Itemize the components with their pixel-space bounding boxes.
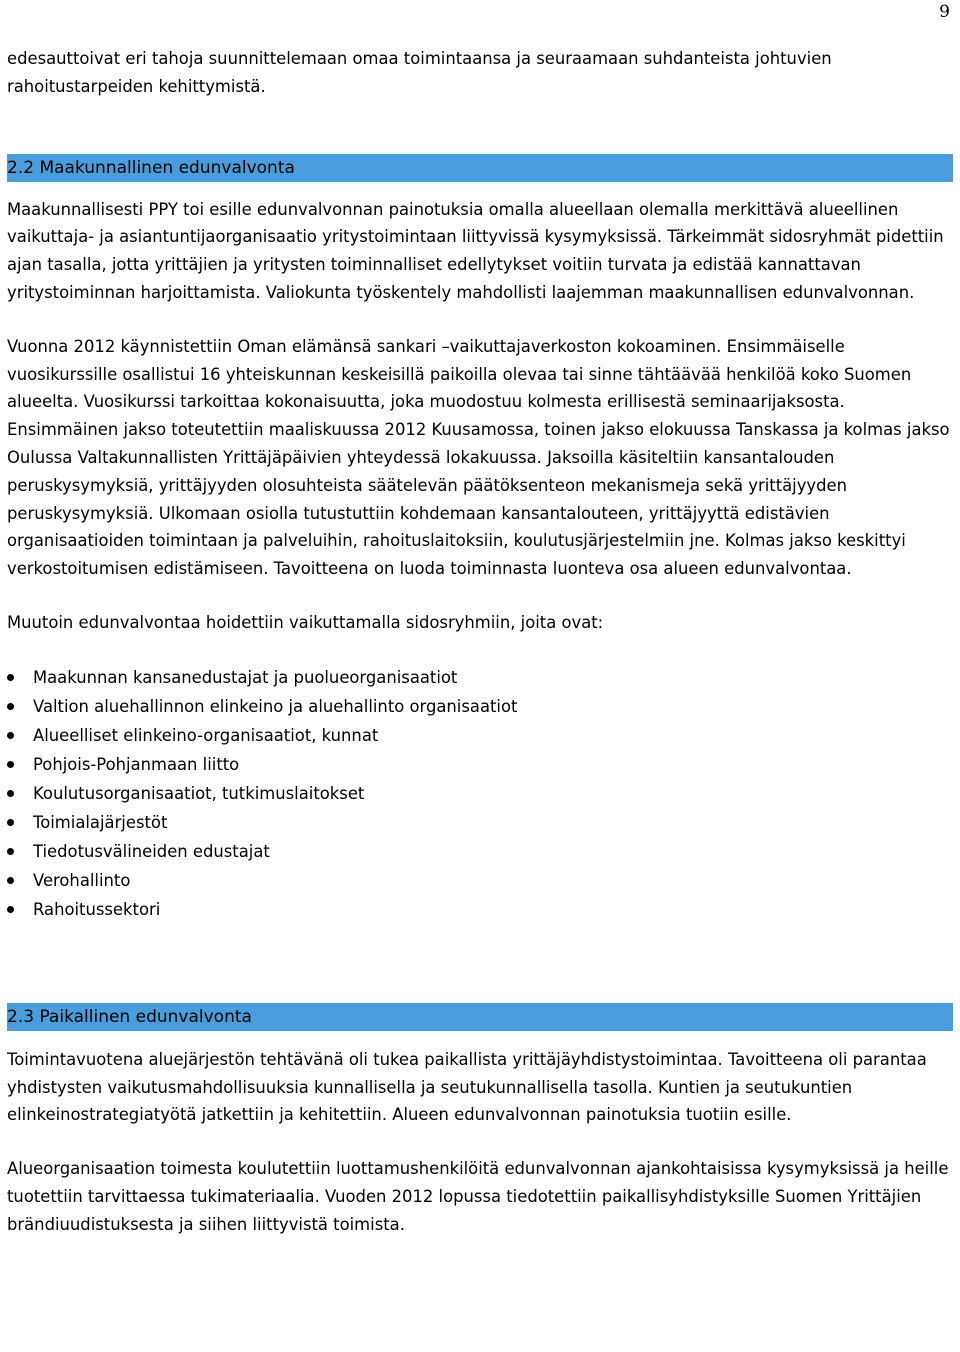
section-2-2-paragraph-3: Muutoin edunvalvontaa hoidettiin vaikuttamalla sidosryhmiin, joita ovat: [7,612,604,632]
document-body [7,45,953,1239]
list-item [7,866,953,895]
bullet-icon [7,877,14,884]
bullet-icon [7,703,14,710]
section-2-2-heading [7,154,953,182]
section-2-3-paragraph-1: Toimintavuotena aluejärjestön tehtävänä oli tukea paikallista yrittäjäyhdistystoimintaa. Tavoitteena oli parantaa yhdistysten vaikutusmahdollisuuksia kunnallisella ja seutukunnallisella tasolla. Kuntien ja seutukuntien elinkeinostrategiatyötä jatkettiin ja kehitettiin. Alueen edunvalvonnan painotuksia tuotiin esille. [7,1049,927,1125]
bullet-icon [7,819,14,826]
page-number: 9 [939,2,950,22]
bullet-icon [7,906,14,913]
list-item [7,721,953,750]
section-2-2-paragraph-1: Maakunnallisesti PPY toi esille edunvalvonnan painotuksia omalla alueellaan olemalla merkittävä alueellinen vaikuttaja- ja asiantuntijaorganisaatio yritystoimintaan liittyvissä kysymyksissä. Tärkeimmät sidosryhmät pidettiin ajan tasalla, jotta yrittäjien ja yritysten toiminnalliset edellytykset voitiin turvata ja edistää kannattavan yritystoiminnan harjoittamista. Valiokunta työskentely mahdollisti laajemman maakunnallisen edunvalvonnan. [7,199,944,302]
list-item-text: Valtion aluehallinnon elinkeino ja aluehallinto organisaatiot [33,696,518,716]
list-item-text: Alueelliset elinkeino-organisaatiot, kunnat [33,725,379,745]
intro-paragraph: edesauttoivat eri tahoja suunnittelemaan omaa toimintaansa ja seuraamaan suhdanteista johtuvien rahoitustarpeiden kehittymistä. [7,49,832,96]
list-item-text: Tiedotusvälineiden edustajat [33,841,270,861]
section-2-2-heading-text: 2.2 Maakunnallinen edunvalvonta [7,157,295,178]
list-item-text: Rahoitussektori [33,899,161,919]
bullet-icon [7,848,14,855]
list-item-text: Maakunnan kansanedustajat ja puolueorganisaatiot [33,667,458,687]
list-item [7,663,953,692]
list-item [7,895,953,924]
section-2-3-paragraph-2: Alueorganisaation toimesta koulutettiin luottamushenkilöitä edunvalvonnan ajankohtaisissa kysymyksissä ja heille tuotettiin tarvittaessa tukimateriaalia. Vuoden 2012 lopussa tiedotettiin paikallisyhdistyksille Suomen Yrittäjien brändiuudistuksesta ja siihen liittyvistä toimista. [7,1159,949,1234]
list-item [7,837,953,866]
bullet-icon [7,732,14,739]
list-item [7,779,953,808]
section-2-2-paragraph-2: Vuonna 2012 käynnistettiin Oman elämänsä sankari –vaikuttajaverkoston kokoaminen. Ensimmäiselle vuosikurssille osallistui 16 yhteiskunnan keskeisillä paikoilla olevaa tai sinne tähtäävää henkilöä koko Suomen alueelta. Vuosikurssi tarkoittaa kokonaisuutta, joka muodostuu kolmesta erillisestä seminaarijaksosta. Ensimmäinen jakso toteutettiin maaliskuussa 2012 Kuusamossa, toinen jakso elokuussa Tanskassa ja kolmas jakso Oulussa Valtakunnallisten Yrittäjäpäivien yhteydessä lokakuussa. Jaksoilla käsiteltiin kansantalouden peruskysymyksiä, yrittäjyyden olosuhteista säätelevän päätöksenteon mekanismeja sekä yrittäjyyden peruskysymyksiä. Ulkomaan osiolla tutustuttiin kohdemaan kansantalouteen, yrittäjyyttä edistävien organisaatioiden toimintaan ja palveluihin, rahoituslaitoksiin, koulutusjärjestelmiin jne. Kolmas jakso keskittyi verkostoitumisen edistämiseen. Tavoitteena on luoda toiminnasta luonteva osa alueen edunvalvontaa. [7,336,950,579]
list-item-text: Verohallinto [33,870,131,890]
list-item [7,808,953,837]
stakeholder-list [7,663,953,924]
section-2-3-heading-text: 2.3 Paikallinen edunvalvonta [7,1006,252,1027]
list-item-text: Pohjois-Pohjanmaan liitto [33,754,240,774]
list-item [7,750,953,779]
section-2-3-heading [7,1003,953,1031]
list-item [7,692,953,721]
list-item-text: Koulutusorganisaatiot, tutkimuslaitokset [33,783,365,803]
bullet-icon [7,790,14,797]
bullet-icon [7,674,14,681]
list-item-text: Toimialajärjestöt [33,812,168,832]
bullet-icon [7,761,14,768]
